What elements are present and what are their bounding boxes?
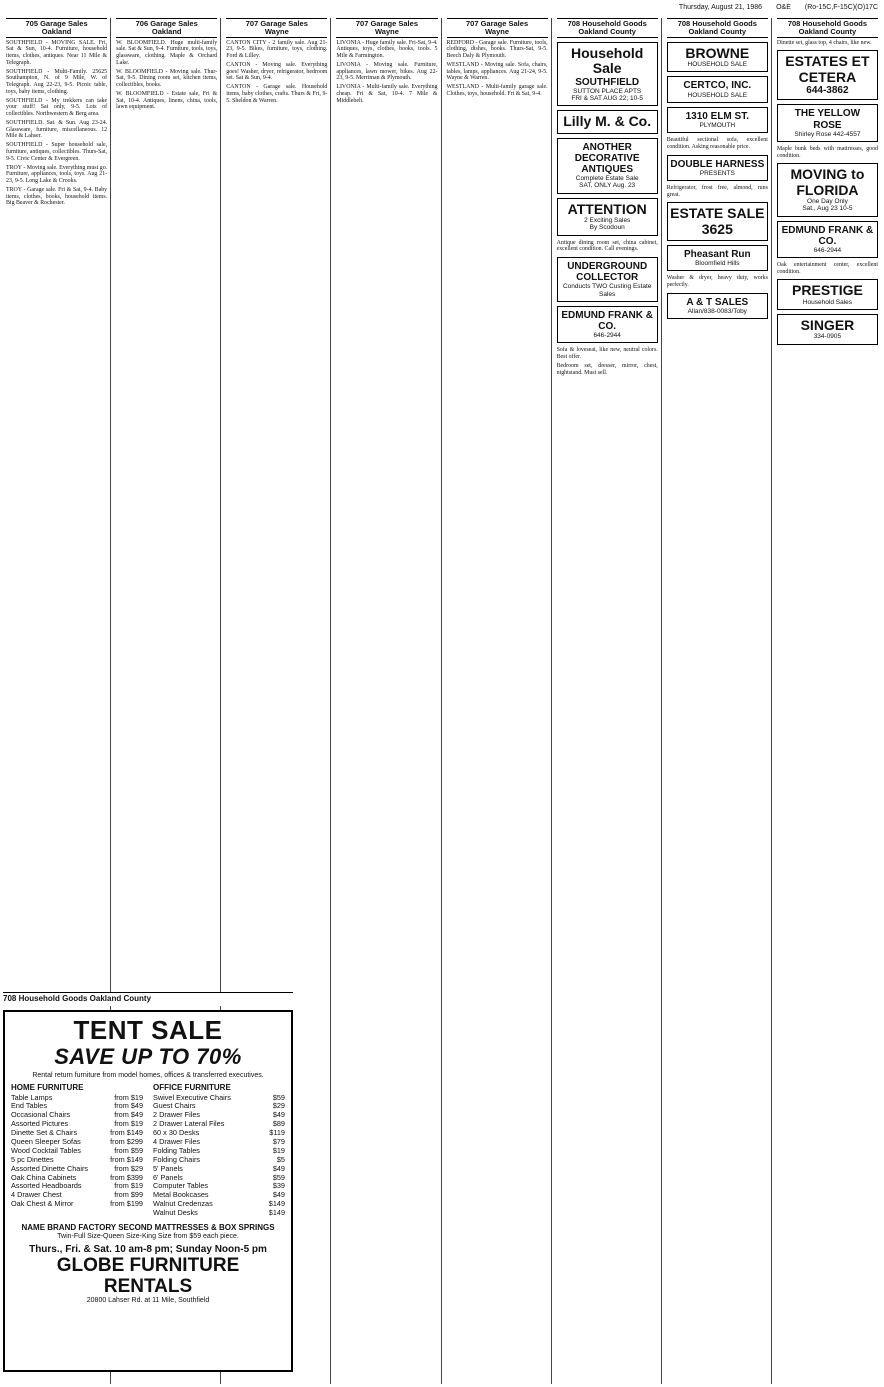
classified-ad: LIVONIA - Multi-family sale. Everything cheap. Fri & Sat, 10-4. 7 Mile & Middlebelt. [336, 84, 438, 104]
ad-title: MOVING to FLORIDA [790, 166, 865, 198]
item-name: 2 Drawer Lateral Files [153, 1119, 225, 1129]
ad-phone: 334-0905 [813, 333, 842, 341]
ad-contact: Allan/838-0083/Toby [687, 307, 747, 315]
item-price: $29 [272, 1101, 285, 1111]
edmund-frank-ad-2 [777, 221, 878, 259]
masthead [679, 4, 878, 12]
item-name: 5 pc Dinettes [11, 1154, 54, 1164]
column-heading: 707 Garage Sales Wayne [447, 18, 548, 38]
classified-ad: WESTLAND - Moving sale. Sofa, chairs, tables, lamps, appliances. Aug 21-24, 9-5. Wayne & Warren. [446, 62, 548, 82]
ad-title: PRESTIGE [792, 282, 863, 299]
classified-ad: Bedroom set, dresser, mirror, chest, nightstand. Must sell. [556, 363, 658, 376]
item-name: Assorted Dinette Chairs [11, 1163, 89, 1173]
column-heading: 705 Garage Sales Oakland [6, 18, 107, 38]
classified-ad: CANTON - Garage sale. Household items, baby clothes, crafts. Thurs & Fri, 9-5. Sheldon & Warren. [226, 84, 328, 104]
classified-ad: Refrigerator, frost free, almond, runs great. [666, 184, 768, 198]
item-name: Swivel Executive Chairs [153, 1092, 231, 1102]
tent-title: TENT SALE [73, 1015, 223, 1045]
item-name: Table Lamps [11, 1092, 53, 1102]
classified-ad: W. BLOOMFIELD. Huge multi-family sale. Sat & Sun, 9-4. Furniture, tools, toys, glassware, clothing. Maple & Orchard Lake. [116, 39, 218, 66]
pheasant-run-ad [667, 245, 768, 271]
item-price: $5 [276, 1154, 285, 1164]
ad-place: SOUTHFIELD [575, 76, 640, 88]
item-name: 2 Drawer Files [153, 1110, 201, 1120]
column-heading: 708 Household Goods Oakland County [777, 18, 878, 38]
ad-title: ESTATES ET CETERA [785, 53, 870, 85]
ad-contact: Shirley Rose 442-4557 [794, 130, 861, 138]
home-furniture-list [11, 1084, 143, 1218]
item-name: Walnut Credenzas [153, 1199, 213, 1209]
ad-title: 1310 ELM ST. [685, 110, 749, 122]
masthead-page: (Ro-15C,F-15C)(O)17C [804, 4, 878, 11]
item-name: Assorted Pictures [11, 1119, 69, 1129]
classified-ad: SOUTHFIELD - My trekkers can take your stuff! Sat only, 9-5. Lots of collectibles. Northwestern & Berg area. [6, 97, 108, 117]
price-row [11, 1200, 143, 1209]
ad-title: THE YELLOW ROSE [794, 108, 861, 131]
item-price: from $29 [114, 1163, 143, 1173]
classified-ad: Maple bunk beds with mattresses, good condition. [776, 145, 878, 159]
household-sale-ad [557, 42, 658, 107]
ad-title: ESTATE SALE [670, 205, 765, 222]
item-price: from $19 [114, 1092, 143, 1102]
moving-florida-ad [777, 163, 878, 216]
ad-subtitle: Household Sales [802, 298, 853, 306]
classified-ad: CANTON - Moving sale. Everything goes! Washer, dryer, refrigerator, bedroom set. Sat & Sun, 9-4. [226, 62, 328, 82]
masthead-date: Thursday, August 21, 1986 [678, 4, 763, 11]
ad-title: EDMUND FRANK & CO. [561, 309, 654, 332]
home-heading: HOME FURNITURE [11, 1082, 84, 1092]
item-price: from $19 [114, 1119, 143, 1129]
tent-footer-sizes: Twin-Full Size-Queen Size-King Size from $59 each piece. [57, 1232, 239, 1240]
classified-ad: Sofa & loveseat, like new, neutral colors. Best offer. [556, 347, 658, 361]
classified-ad: TROY - Moving sale. Everything must go. Furniture, appliances, tools, toys. Aug 21-23, 9-5. Long Lake & Crooks. [6, 164, 108, 184]
ad-title: Lilly M. & Co. [563, 113, 652, 130]
browne-ad [667, 42, 768, 73]
office-furniture-list [153, 1084, 285, 1218]
item-name: Oak Chest & Mirror [11, 1199, 74, 1209]
item-name: Walnut Desks [153, 1208, 198, 1218]
ad-phone: 646-2944 [813, 246, 842, 254]
lilly-ad [557, 110, 658, 133]
office-items [153, 1094, 285, 1218]
column-5 [444, 18, 552, 1384]
ad-subtitle: Complete Estate Sale [575, 175, 639, 183]
estate-sale-ad [667, 202, 768, 241]
classified-ad: SOUTHFIELD - MOVING SALE. Fri, Sat & Sun, 10-4. Furniture, household items, clothes, antiques. Near 11 Mile & Telegraph. [6, 39, 108, 66]
double-harness-ad [667, 155, 768, 181]
ad-detail: By Scodoun [589, 224, 625, 232]
item-price: $19 [272, 1145, 285, 1155]
tent-company: GLOBE FURNITURE RENTALS [56, 1254, 240, 1298]
item-name: Assorted Headboards [11, 1181, 82, 1191]
item-name: Folding Tables [153, 1145, 200, 1155]
ad-subtitle: PLYMOUTH [699, 122, 736, 130]
ad-phone: 644-3862 [806, 85, 849, 97]
item-price: from $99 [114, 1190, 143, 1200]
ad-title: BROWNE [685, 44, 750, 61]
item-price: $49 [272, 1110, 285, 1120]
ad-dates: Sat., Aug 23 10-5 [802, 205, 853, 213]
column-heading: 707 Garage Sales Wayne [226, 18, 327, 38]
ad-title: Pheasant Run [683, 248, 751, 260]
ad-title: UNDERGROUND COLLECTOR [567, 260, 648, 284]
item-name: Queen Sleeper Sofas [11, 1136, 81, 1146]
item-price: from $59 [114, 1145, 143, 1155]
ad-number: 3625 [701, 220, 733, 237]
item-price: $149 [268, 1208, 285, 1218]
item-name: End Tables [11, 1101, 47, 1111]
item-price: $59 [272, 1172, 285, 1182]
decorative-antiques-ad [557, 138, 658, 194]
ad-title: SINGER [800, 317, 855, 334]
tent-subtitle: Rental return furniture from model homes, offices & transferred executives. [32, 1071, 264, 1079]
classified-ad: SOUTHFIELD - Multi-Family. 25625 Southampton, N. of 9 Mile, W. of Telegraph. Aug 22-23, 9-5. Picnic table, toys, baby items, clothing. [6, 68, 108, 95]
column-heading: 708 Household Goods Oakland County [667, 18, 768, 38]
tent-sale-ad [3, 1010, 293, 1372]
column-heading: 706 Garage Sales Oakland [116, 18, 217, 38]
tent-address: 20800 Lahser Rd. at 11 Mile, Southfield [86, 1297, 210, 1305]
item-name: 4 Drawer Chest [11, 1190, 62, 1200]
item-name: Oak China Cabinets [11, 1172, 77, 1182]
item-price: $39 [272, 1181, 285, 1191]
item-price: $59 [272, 1092, 285, 1102]
column-8 [774, 18, 881, 1384]
plymouth-ad [667, 107, 768, 133]
certco-ad [667, 76, 768, 102]
ad-title: CERTCO, INC. [683, 80, 752, 92]
ad-subtitle: One Day Only [807, 197, 848, 205]
ad-subtitle: HOUSEHOLD SALE [687, 91, 748, 99]
ad-title: Household Sale [571, 44, 644, 77]
ad-title: ATTENTION [567, 200, 647, 217]
at-sales-ad [667, 293, 768, 319]
item-name: 5' Panels [153, 1163, 183, 1173]
ad-dates: FRI & SAT AUG 22; 10-5 [571, 94, 644, 102]
ad-detail: SUTTON PLACE APTS [573, 87, 642, 95]
item-name: 60 x 30 Desks [153, 1128, 200, 1138]
item-price: $119 [269, 1128, 285, 1138]
tent-headline: SAVE UP TO 70% [54, 1044, 242, 1070]
ad-subtitle: PRESENTS [699, 169, 735, 177]
classified-ad: Washer & dryer, heavy duty, works perfectly. [666, 275, 768, 289]
item-name: 6' Panels [153, 1172, 183, 1182]
classified-ad: Beautiful sectional sofa, excellent condition. Asking reasonable price. [666, 137, 768, 150]
item-name: Wood Cocktail Tables [11, 1145, 81, 1155]
ad-dates: SAT, ONLY Aug. 23 [579, 182, 636, 190]
item-name: Computer Tables [153, 1181, 209, 1191]
classified-ad: SOUTHFIELD - Super household sale, furniture, antiques, collectibles. Thurs-Sat, 9-5. Civic Center & Evergreen. [6, 142, 108, 162]
item-price: from $399 [110, 1172, 143, 1182]
ad-subtitle: 2 Exciting Sales [584, 217, 631, 225]
home-items [11, 1094, 143, 1210]
ad-title: DOUBLE HARNESS [670, 158, 765, 170]
attention-ad [557, 198, 658, 236]
classified-ad: WESTLAND - Multi-family garage sale. Clothes, toys, household. Fri & Sat, 9-4. [446, 84, 548, 98]
item-name: Folding Chairs [153, 1154, 201, 1164]
item-price: $79 [272, 1136, 285, 1146]
column-heading: 707 Garage Sales Wayne [336, 18, 437, 38]
singer-ad [777, 314, 878, 345]
yellow-rose-ad [777, 104, 878, 142]
item-price: from $19 [114, 1181, 143, 1191]
item-price: $89 [272, 1119, 285, 1129]
column-6 [554, 18, 662, 1384]
column-7 [664, 18, 772, 1384]
household-goods-header: 708 Household Goods Oakland County [3, 992, 293, 1006]
classified-ad: TROY - Garage sale. Fri & Sat, 9-4. Baby items, clothes, books, household items. Big Beaver & Rochester. [6, 186, 108, 207]
underground-collector-ad [557, 257, 658, 302]
ad-subtitle: HOUSEHOLD SALE [687, 61, 748, 69]
item-price: from $199 [110, 1199, 143, 1209]
item-price: from $49 [114, 1101, 143, 1111]
edmund-frank-ad [557, 306, 658, 344]
ad-title: A & T SALES [686, 296, 749, 308]
price-row [153, 1209, 285, 1218]
ad-title: EDMUND FRANK & CO. [781, 224, 874, 247]
classified-ad: SOUTHFIELD. Sat. & Sun. Aug 23-24. Glassware, furniture, miscellaneous. 12 Mile & Lahser. [6, 119, 108, 140]
item-price: from $149 [110, 1154, 143, 1164]
item-price: from $49 [114, 1110, 143, 1120]
ad-subtitle: Bloomfield Hills [695, 260, 740, 268]
item-name: Metal Bookcases [153, 1190, 209, 1200]
estates-et-cetera-ad [777, 50, 878, 100]
prestige-ad [777, 279, 878, 310]
classified-ad: LIVONIA - Huge family sale. Fri-Sat, 9-4. Antiques, toys, clothes, books, tools. 5 Mile & Farmington. [336, 39, 438, 59]
item-name: 4 Drawer Files [153, 1136, 201, 1146]
classified-ad: W. BLOOMFIELD - Moving sale. Thur-Sat, 9-5. Dining room set, kitchen items, collectibles, books. [116, 68, 218, 88]
classified-ad: CANTON CITY - 2 family sale. Aug 21-23, 9-5. Bikes, furniture, toys, clothing. Ford & Lilley. [226, 39, 328, 59]
masthead-section: O&E [776, 4, 791, 11]
ad-title: ANOTHER DECORATIVE ANTIQUES [574, 141, 640, 176]
item-name: Dinette Set & Chairs [11, 1128, 78, 1138]
item-price: $49 [272, 1190, 285, 1200]
classified-ad: Dinette set, glass top, 4 chairs, like new. [776, 39, 872, 46]
item-name: Guest Chairs [153, 1101, 196, 1111]
column-heading: 708 Household Goods Oakland County [557, 18, 658, 38]
column-4 [333, 18, 441, 1384]
item-price: from $299 [110, 1136, 143, 1146]
tent-hours: Thurs., Fri. & Sat. 10 am-8 pm; Sunday Noon-5 pm [29, 1243, 267, 1255]
item-name: Occasional Chairs [11, 1110, 71, 1120]
classified-ad: LIVONIA - Moving sale. Furniture, appliances, lawn mower, bikes. Aug 22-23, 9-5. Merriman & Plymouth. [336, 62, 438, 82]
classified-ad: Antique dining room set, china cabinet, excellent condition. Call evenings. [556, 239, 658, 253]
classified-ad: W. BLOOMFIELD - Estate sale, Fri & Sat, 10-4. Antiques, linens, china, tools, lawn equipment. [116, 91, 218, 111]
classified-ad: REDFORD - Garage sale. Furniture, tools, clothing, dishes, books. Thurs-Sat, 9-5. Beech Daly & Plymouth. [446, 39, 548, 59]
item-price: $149 [268, 1199, 285, 1209]
ad-phone: 646-2944 [593, 332, 621, 340]
classified-ad: Oak entertainment center, excellent condition. [776, 262, 878, 275]
item-price: $49 [272, 1163, 285, 1173]
tent-columns [11, 1084, 285, 1218]
item-price: from $149 [110, 1128, 143, 1138]
office-heading: OFFICE FURNITURE [153, 1082, 231, 1092]
tent-footer-mattress: NAME BRAND FACTORY SECOND MATTRESSES & BOX SPRINGS [21, 1222, 275, 1232]
ad-subtitle: Conducts TWO Custing Estate Sales [562, 283, 652, 298]
